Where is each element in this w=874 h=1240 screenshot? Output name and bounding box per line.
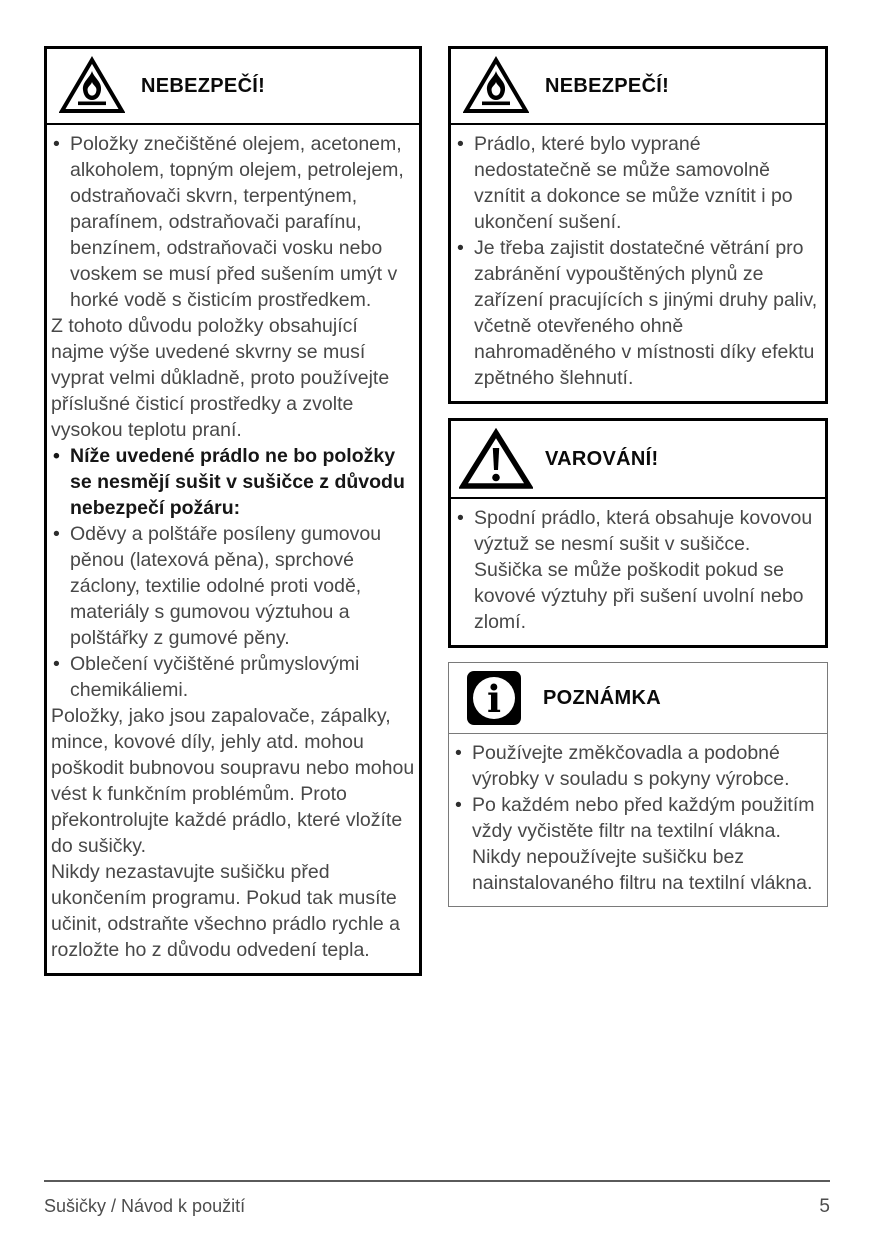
box-title: NEBEZPEČÍ!	[141, 74, 266, 97]
paragraph-text: Prádlo, které bylo vyprané nedostatečně se může samovolně vznítit a dokonce se může vznítit i po ukončení sušení.	[474, 133, 793, 233]
paragraph-text: Používejte změkčovadla a podobné výrobky v souladu s pokyny výrobce.	[472, 742, 790, 790]
note-box-header	[449, 663, 827, 734]
note-box	[448, 662, 828, 907]
warning-box	[448, 418, 828, 648]
bullet-item	[455, 235, 821, 391]
paragraph	[51, 313, 415, 443]
warning-box-body	[451, 499, 825, 645]
footer-page-number: 5	[819, 1196, 830, 1217]
box-title: POZNÁMKA	[543, 686, 661, 709]
footer-document-title: Sušičky / Návod k použití	[44, 1196, 246, 1216]
danger-box-left	[44, 46, 422, 976]
paragraph-text: Z tohoto důvodu položky obsahující najme výše uvedené skvrny se musí vyprat velmi důkladně, proto používejte příslušné čisticí prostředky a zvolte vysokou teplotu praní.	[51, 315, 390, 441]
danger-box-right	[448, 46, 828, 404]
bullet-item	[453, 740, 823, 792]
bullet-item	[455, 131, 821, 235]
danger-box-right-header	[451, 49, 825, 125]
paragraph-text: Položky, jako jsou zapalovače, zápalky, mince, kovové díly, jehly atd. mohou poškodit bubnovou soupravu nebo mohou vést k funkčním problémům. Proto překontrolujte každé prádlo, které vložíte do sušičky.	[51, 705, 415, 857]
bullet-marker: •	[53, 133, 60, 155]
paragraph-text: Spodní prádlo, která obsahuje kovovou výztuž se nesmí sušit v sušičce. Sušička se může poškodit pokud se kovové výztuhy při sušení uvolní nebo zlomí.	[474, 507, 813, 633]
paragraph-text: Po každém nebo před každým použitím vždy vyčistěte filtr na textilní vlákna. Nikdy nepoužívejte sušičku bez nainstalovaného filtru na textilní vlákna.	[472, 794, 815, 894]
page-footer	[44, 1196, 830, 1218]
warning-icon	[457, 428, 535, 490]
bullet-marker: •	[457, 507, 464, 529]
warning-box-header	[451, 421, 825, 499]
fire-hazard-icon	[53, 56, 131, 116]
paragraph	[51, 703, 415, 859]
svg-text:i: i	[486, 677, 502, 721]
danger-box-left-body	[47, 125, 419, 973]
bullet-marker: •	[53, 523, 60, 545]
bullet-marker: •	[53, 445, 60, 467]
paragraph-text: Oděvy a polštáře posíleny gumovou pěnou (latexová pěna), sprchové záclony, textilie odolné proti vodě, materiály s gumovou výztuhou a polštářky z gumové pěny.	[70, 523, 382, 649]
danger-box-left-header	[47, 49, 419, 125]
bullet-item	[51, 651, 415, 703]
paragraph	[51, 859, 415, 963]
bullet-item	[455, 505, 821, 635]
paragraph-text: Oblečení vyčištěné průmyslovými chemikáliemi.	[70, 653, 360, 701]
bullet-marker: •	[457, 237, 464, 259]
bullet-marker: •	[455, 742, 462, 764]
bullet-item	[51, 521, 415, 651]
danger-box-right-body	[451, 125, 825, 401]
bullet-marker: •	[53, 653, 60, 675]
paragraph-text: Položky znečištěné olejem, acetonem, alkoholem, topným olejem, petrolejem, odstraňovači skvrn, terpentýnem, parafínem, odstraňovači parafínu, benzínem, odstraňovači vosku nebo voskem se musí před sušením umýt v horké vodě s čisticím prostředkem.	[70, 133, 404, 311]
info-icon	[455, 670, 533, 726]
box-title: VAROVÁNÍ!	[545, 447, 659, 470]
left-column	[44, 46, 422, 990]
bullet-item	[51, 131, 415, 313]
box-title: NEBEZPEČÍ!	[545, 74, 670, 97]
fire-hazard-icon	[457, 56, 535, 116]
paragraph-text: Je třeba zajistit dostatečné větrání pro zabránění vypouštěných plynů ze zařízení pracujících s jinými druhy paliv, včetně otevřeného ohně nahromaděného v místnosti díky efektu zpětného šlehnutí.	[474, 237, 818, 389]
bullet-marker: •	[455, 794, 462, 816]
bullet-item	[51, 443, 415, 521]
right-column	[448, 46, 828, 921]
note-box-body	[449, 734, 827, 906]
bullet-item	[453, 792, 823, 896]
paragraph-text: Níže uvedené prádlo ne bo položky se nesmějí sušit v sušičce z důvodu nebezpečí požáru:	[70, 445, 405, 519]
footer-divider	[44, 1180, 830, 1182]
paragraph-text: Nikdy nezastavujte sušičku před ukončením programu. Pokud tak musíte učinit, odstraňte všechno prádlo rychle a rozložte ho z důvodu odvedení tepla.	[51, 861, 401, 961]
bullet-marker: •	[457, 133, 464, 155]
